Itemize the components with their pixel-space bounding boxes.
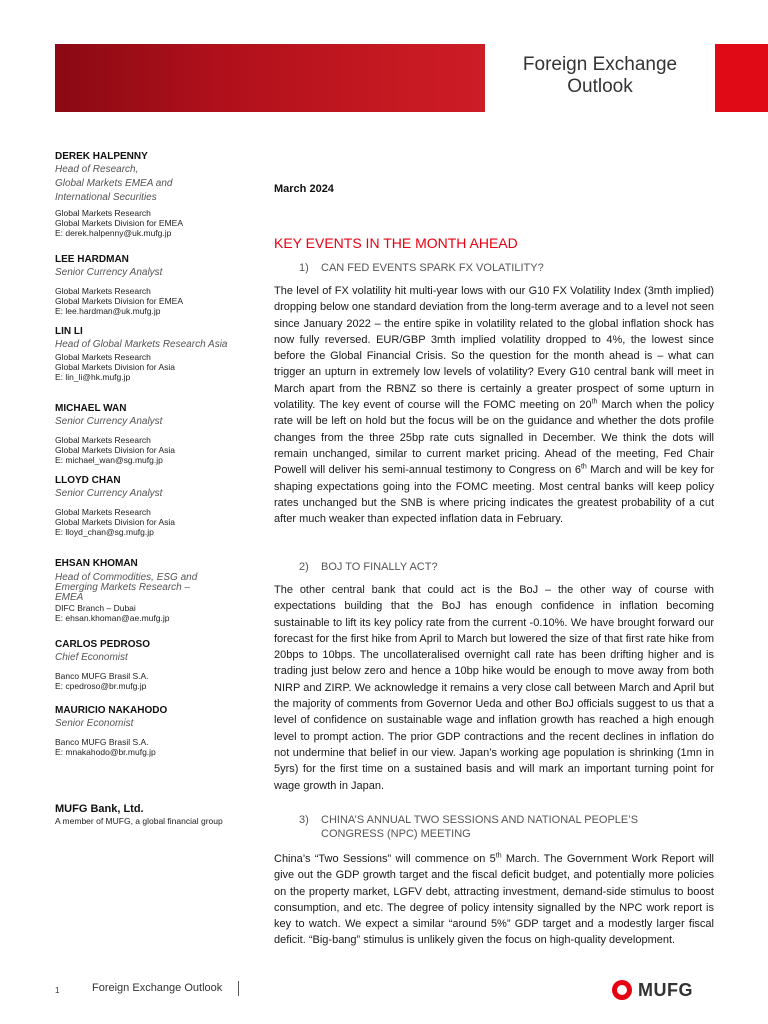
contact-role: Head of Research, <box>55 164 139 175</box>
header-banner <box>0 0 768 123</box>
company-info <box>55 803 265 827</box>
contact-email[interactable]: E: mnakahodo@br.mufg.jp <box>55 747 156 757</box>
contact-org: Global Markets Research <box>55 286 151 296</box>
contact-email[interactable]: E: lee.hardman@uk.mufg.jp <box>55 306 161 316</box>
subheading-2 <box>299 561 438 573</box>
contact-email[interactable]: E: derek.halpenny@uk.mufg.jp <box>55 228 172 238</box>
report-date: March 2024 <box>274 183 334 195</box>
contact-card <box>55 475 255 537</box>
paragraph-text: March and will be key for shaping expectations going into the FOMC meeting. Most central banks will keep policy rates unchanged but the SNB is where pricing indicates the greatest probability of a cut after much weaker than expected inflation data in February. <box>274 464 715 526</box>
contact-card <box>55 151 255 238</box>
section-title: KEY EVENTS IN THE MONTH AHEAD <box>274 235 518 251</box>
contact-org: Banco MUFG Brasil S.A. <box>55 671 149 681</box>
document-title-line1: Foreign Exchange <box>522 54 678 75</box>
footer-title: Foreign Exchange Outlook <box>92 982 223 994</box>
paragraph-boj <box>274 582 714 794</box>
contact-name: MAURICIO NAKAHODO <box>55 705 168 716</box>
contact-name: DEREK HALPENNY <box>55 151 148 162</box>
contact-card <box>55 403 255 465</box>
contact-email[interactable]: E: lin_li@hk.mufg.jp <box>55 372 131 382</box>
company-name: MUFG Bank, Ltd. <box>55 803 144 815</box>
contact-role: Senior Currency Analyst <box>55 267 163 278</box>
subheading-text: CAN FED EVENTS SPARK FX VOLATILITY? <box>321 262 544 274</box>
contact-email[interactable]: E: ehsan.khoman@ae.mufg.jp <box>55 613 170 623</box>
page-footer <box>55 980 715 1004</box>
contact-name: CARLOS PEDROSO <box>55 639 151 650</box>
contact-role: Head of Global Markets Research Asia <box>55 339 228 350</box>
contact-role: Chief Economist <box>55 652 128 663</box>
paragraph-text: The other central bank that could act is the BoJ – the other way of course with expectations building that the BoJ has enough confidence in inflation becoming sustainable to lift its key policy rate from the current -0.10%. We have brought forward our forecast for the first hike from April to March but lowered the size of that first rate hike from 20bps to 10bps. The uncollateralised overnight call rate has been drifting higher and is trading just below zero and hence a 10bp hike would be enough to move away from both NIRP and ZIRP. We acknowledge it remains a very close call between March and April but the majority of comments from Governor Ueda and other BoJ officials suggest to us that a level of confidence on sustainable wage and inflation growth has reached a high enough level to prompt action. The prior GDP contractions and the recent declines in inflation do not undermine that belief in our view. Japan’s working age population is shrinking (1mn in 5yrs) for the first time on a sustained basis and will mark an important turning point for wage growth in Japan. <box>274 584 714 792</box>
paragraph-text: China’s “Two Sessions” will commence on 5 <box>274 853 496 865</box>
footer-divider <box>238 981 239 996</box>
paragraph-text: March. The Government Work Report will give out the GDP growth target and the fiscal deficit budget, and potentially more policies on the property market, LGFV debt, attracting investment, demand-side stimulus to boost consumption, and etc. The degree of policy intensity signalled by the NPC work report is key to watch. We expect a similar “around 5%” GDP target and a modestly larger fiscal deficit. “Big-bang” stimulus is unlikely given the focus on high-quality development. <box>274 853 714 947</box>
contact-org: Global Markets Division for Asia <box>55 517 175 527</box>
contact-org: Global Markets Research <box>55 435 151 445</box>
contact-role: Senior Currency Analyst <box>55 488 163 499</box>
company-tagline: A member of MUFG, a global financial group <box>55 816 223 826</box>
contact-email[interactable]: E: lloyd_chan@sg.mufg.jp <box>55 527 154 537</box>
contact-card <box>55 558 255 623</box>
contact-org: Global Markets Division for Asia <box>55 362 175 372</box>
contact-org: Global Markets Research <box>55 352 151 362</box>
superscript: th <box>495 852 502 860</box>
contact-card <box>55 639 255 691</box>
document-title <box>485 54 715 98</box>
contact-org: Global Markets Division for EMEA <box>55 296 184 306</box>
superscript: th <box>580 463 587 471</box>
contact-card <box>55 254 255 316</box>
contact-role: EMEA <box>55 592 84 603</box>
contact-role: International Securities <box>55 192 157 203</box>
contact-role: Head of Commodities, ESG and <box>55 572 198 583</box>
subheading-text: BOJ TO FINALLY ACT? <box>321 561 438 573</box>
superscript: th <box>591 398 598 406</box>
contact-name: LEE HARDMAN <box>55 254 129 265</box>
page-number: 1 <box>55 986 60 995</box>
paragraph-fed <box>274 283 714 527</box>
contact-email[interactable]: E: cpedroso@br.mufg.jp <box>55 681 147 691</box>
contact-name: LLOYD CHAN <box>55 475 121 486</box>
contact-org: Global Markets Research <box>55 507 151 517</box>
paragraph-china <box>274 851 714 949</box>
contact-org: Global Markets Research <box>55 208 151 218</box>
contact-role: Global Markets EMEA and <box>55 178 173 189</box>
contact-card <box>55 326 255 382</box>
contact-name: EHSAN KHOMAN <box>55 558 138 569</box>
contact-org: DIFC Branch – Dubai <box>55 603 136 613</box>
contact-org: Banco MUFG Brasil S.A. <box>55 737 149 747</box>
header-red-edge <box>715 44 768 112</box>
mufg-logo <box>612 980 722 1002</box>
subheading-3 <box>299 814 638 840</box>
document-title-line2: Outlook <box>567 76 633 97</box>
mufg-logo-icon <box>612 980 632 1000</box>
contact-role: Emerging Markets Research – <box>55 582 191 593</box>
subheading-number: 2) <box>299 561 309 573</box>
contact-card <box>55 705 255 757</box>
subheading-number: 1) <box>299 262 309 274</box>
contact-org: Global Markets Division for EMEA <box>55 218 184 228</box>
contact-name: MICHAEL WAN <box>55 403 127 414</box>
subheading-number: 3) <box>299 814 309 826</box>
subheading-1 <box>299 262 544 274</box>
mufg-logo-text: MUFG <box>638 980 693 1000</box>
contact-name: LIN LI <box>55 326 83 337</box>
subheading-text: CHINA’S ANNUAL TWO SESSIONS AND NATIONAL PEOPLE’S <box>321 814 639 826</box>
subheading-text: CONGRESS (NPC) MEETING <box>321 828 471 840</box>
contact-role: Senior Economist <box>55 718 134 729</box>
paragraph-text: March when the policy rate will be left on hold but the focus will be on the guidance and whether the dots profile changes from the three 25bp rate cuts signalled in December. We think the dots will remain unchanged, similar to current market pricing. Ahead of the meeting, Fed Chair Powell will deliver his semi-annual testimony to Congress on 6 <box>274 399 715 477</box>
contact-org: Global Markets Division for Asia <box>55 445 175 455</box>
contact-role: Senior Currency Analyst <box>55 416 163 427</box>
contact-email[interactable]: E: michael_wan@sg.mufg.jp <box>55 455 163 465</box>
paragraph-text: The level of FX volatility hit multi-year lows with our G10 FX Volatility Index (3mth implied) dropping below one standard deviation from the long-term average and to a level not seen since January 2022 – the entire spike in volatility related to the global inflation shock has now fully reversed. EUR/GBP 3mth implied volatility dropped to 4%, the lowest since before the Global Financial Crisis. So the question for the month ahead is – what can trigger an upturn in extremely low levels of volatility? Every G10 central bank will meet in March apart from the RBNZ so there is certainly a greater prospect of some upturn in volatility. The key event of course will the FOMC meeting on 20 <box>274 285 714 412</box>
